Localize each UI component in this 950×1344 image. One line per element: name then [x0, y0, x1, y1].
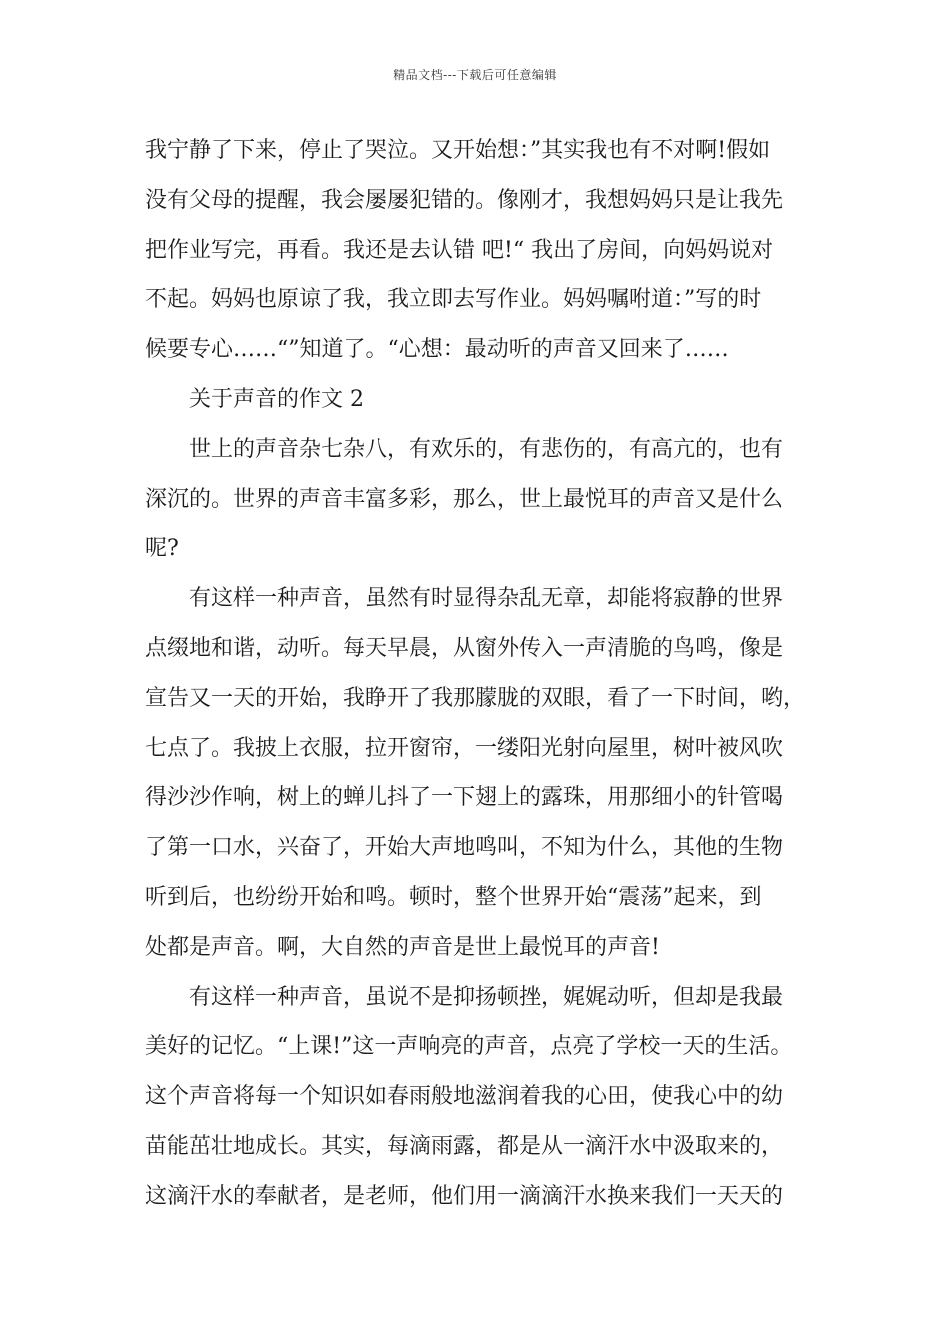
text-line: 关于声音的作文 2 [189, 386, 364, 412]
text-line: 这滴汗水的奉献者，是老师，他们用一滴滴汗水换来我们一天天的 [145, 1183, 784, 1209]
text-line: 得沙沙作响，树上的蝉儿抖了一下翅上的露珠，用那细小的针管喝 [145, 785, 784, 811]
text-line: 深沉的。世界的声音丰富多彩，那么，世上最悦耳的声音又是什么 [145, 486, 784, 512]
text-line: 有这样一种声音，虽然有时显得杂乱无章，却能将寂静的世界 [189, 586, 784, 612]
text-line: 处都是声音。啊，大自然的声音是世上最悦耳的声音! [145, 934, 660, 960]
text-line: 候要专心……“”知道了。“心想：最动听的声音又回来了…… [145, 337, 729, 363]
text-line: 点缀地和谐，动听。每天早晨，从窗外传入一声清脆的鸟鸣，像是 [145, 635, 784, 661]
text-line: 呢? [145, 536, 179, 562]
text-line: 宣告又一天的开始，我睁开了我那朦胧的双眼，看了一下时间，哟， [145, 685, 806, 711]
text-line: 这个声音将每一个知识如春雨般地滋润着我的心田，使我心中的幼 [145, 1084, 784, 1110]
text-line: 我宁静了下来，停止了哭泣。又开始想：”其实我也有不对啊!假如 [145, 138, 771, 163]
text-line: 没有父母的提醒，我会屡屡犯错的。像刚才，我想妈妈只是让我先 [145, 187, 784, 213]
document-body [145, 126, 810, 1222]
text-line: 苗能茁壮地成长。其实，每滴雨露，都是从一滴汗水中汲取来的， [145, 1133, 784, 1159]
text-line: 把作业写完，再看。我还是去认错 吧!“ 我出了房间，向妈妈说对 [145, 237, 774, 263]
text-line: 美好的记忆。“上课!”这一声响亮的声音，点亮了学校一天的生活。 [145, 1034, 793, 1060]
text-line: 有这样一种声音，虽说不是抑扬顿挫，娓娓动听，但却是我最 [189, 984, 784, 1010]
text-line: 了第一口水，兴奋了，开始大声地鸣叫，不知为什么，其他的生物 [145, 835, 784, 861]
text-line: 听到后，也纷纷开始和鸣。顿时，整个世界开始“震荡”起来，到 [145, 884, 762, 910]
text-line: 世上的声音杂七杂八，有欢乐的，有悲伤的，有高亢的，也有 [189, 436, 784, 462]
page-header: 精品文档---下载后可任意编辑 [393, 68, 557, 82]
text-line: 不起。妈妈也原谅了我，我立即去写作业。妈妈嘱咐道：”写的时 [145, 287, 762, 313]
text-line: 七点了。我披上衣服，拉开窗帘，一缕阳光射向屋里，树叶被风吹 [145, 735, 784, 761]
